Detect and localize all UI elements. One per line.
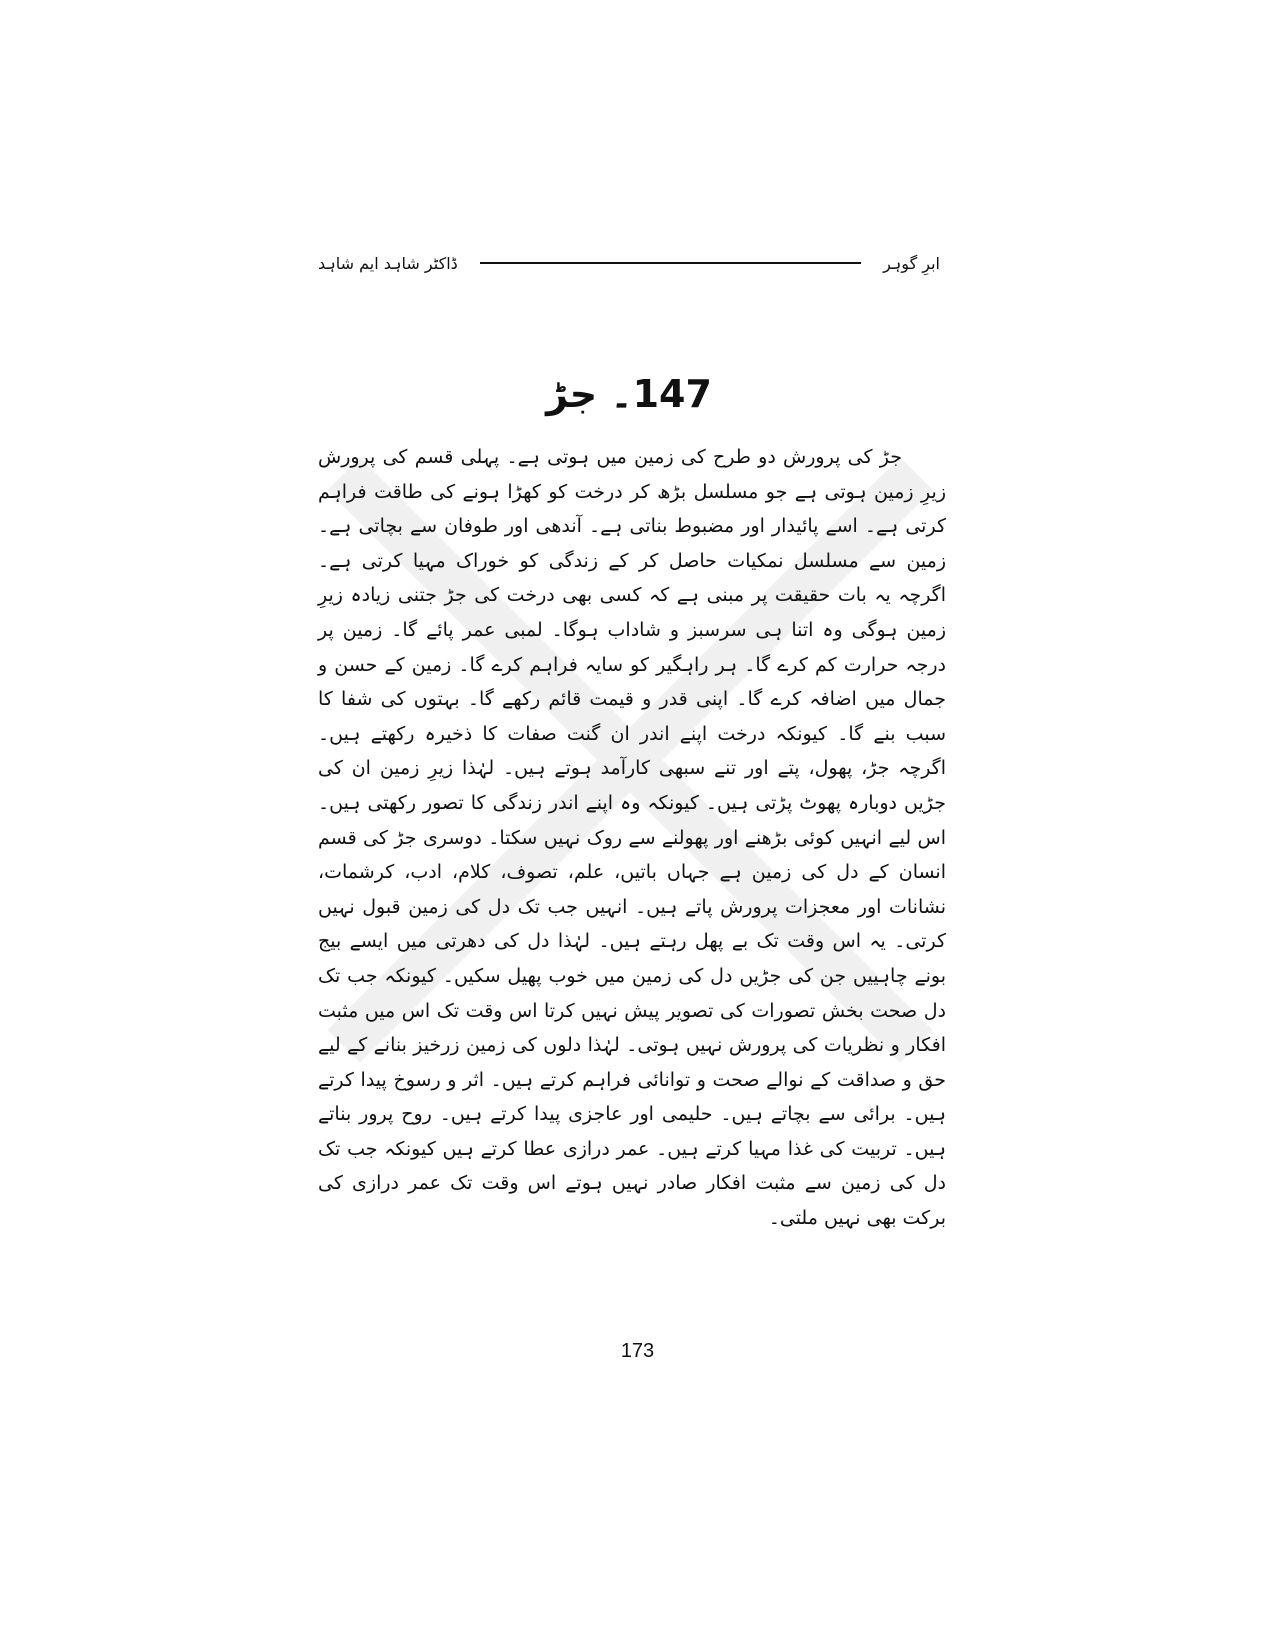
body-paragraph: جڑ کی پرورش دو طرح کی زمین میں ہوتی ہے۔ پہلی قسم کی پرورش زیرِ زمین ہوتی ہے جو مسلسل بڑھ کر درخت کو کھڑا ہونے کی طاقت فراہم کرتی ہے۔ اسے پائیدار اور مضبوط بناتی ہے۔ آندھی اور طوفان سے بچاتی ہے۔ زمین سے مسلسل نمکیات حاصل کر کے زندگی کو خوراک مہیا کرتی ہے۔ اگرچہ یہ بات حقیقت پر مبنی ہے کہ کسی بھی درخت کی جڑ جتنی زیادہ زیرِ زمین ہوگی وہ اتنا ہی سرسبز و شاداب ہوگا۔ لمبی عمر پائے گا۔ زمین پر درجہ حرارت کم کرے گا۔ ہر راہگیر کو سایہ فراہم کرے گا۔ زمین کے حسن و جمال میں اضافہ کرے گا۔ اپنی قدر و قیمت قائم رکھے گا۔ بہتوں کی شفا کا سبب بنے گا۔ کیونکہ درخت اپنے اندر ان گنت صفات کا ذخیرہ رکھتے ہیں۔ اگرچہ جڑ، پھول، پتے اور تنے سبھی کارآمد ہوتے ہیں۔ لہٰذا زیرِ زمین ان کی جڑیں دوبارہ پھوٹ پڑتی ہیں۔ کیونکہ وہ اپنے اندر زندگی کا تصور رکھتی ہیں۔ اس لیے انہیں کوئی بڑھنے اور پھولنے سے روک نہیں سکتا۔ دوسری جڑ کی قسم انسان کے دل کی زمین ہے جہاں باتیں، علم، تصوف، کلام، ادب، کرشمات، نشانات اور معجزات پرورش پاتے ہیں۔ انہیں جب تک دل کی زمین قبول نہیں کرتی۔ یہ اس وقت تک بے پھل رہتے ہیں۔ لہٰذا دل کی دھرتی میں ایسے بیج بونے چاہییں جن کی جڑیں دل کی زمین میں خوب پھیل سکیں۔ کیونکہ جب تک دل صحت بخش تصورات کی تصویر پیش نہیں کرتا اس وقت تک اس میں مثبت افکار و نظریات کی پرورش نہیں ہوتی۔ لہٰذا دلوں کی زمین زرخیز بنانے کے لیے حق و صداقت کے نوالے صحت و توانائی فراہم کرتے ہیں۔ اثر و رسوخ پیدا کرتے ہیں۔ برائی سے بچاتے ہیں۔ حلیمی اور عاجزی پیدا کرتے ہیں۔ روح پرور بناتے ہیں۔ تربیت کی غذا مہیا کرتے ہیں۔ عمر درازی عطا کرتے ہیں کیونکہ جب تک دل کی زمین سے مثبت افکار صادر نہیں ہوتے اس وقت تک عمر درازی کی برکت بھی نہیں ملتی۔ bbox=[318, 446, 946, 1230]
author-name: ڈاکٹر شاہد ایم شاہد bbox=[318, 253, 458, 273]
chapter-title: 147۔ جڑ bbox=[546, 372, 712, 416]
body-text bbox=[318, 440, 946, 1236]
running-header bbox=[318, 248, 940, 278]
header-rule bbox=[480, 262, 861, 264]
page-number: 173 bbox=[620, 1340, 655, 1362]
book-title: ابرِ گوہر bbox=[883, 253, 940, 273]
